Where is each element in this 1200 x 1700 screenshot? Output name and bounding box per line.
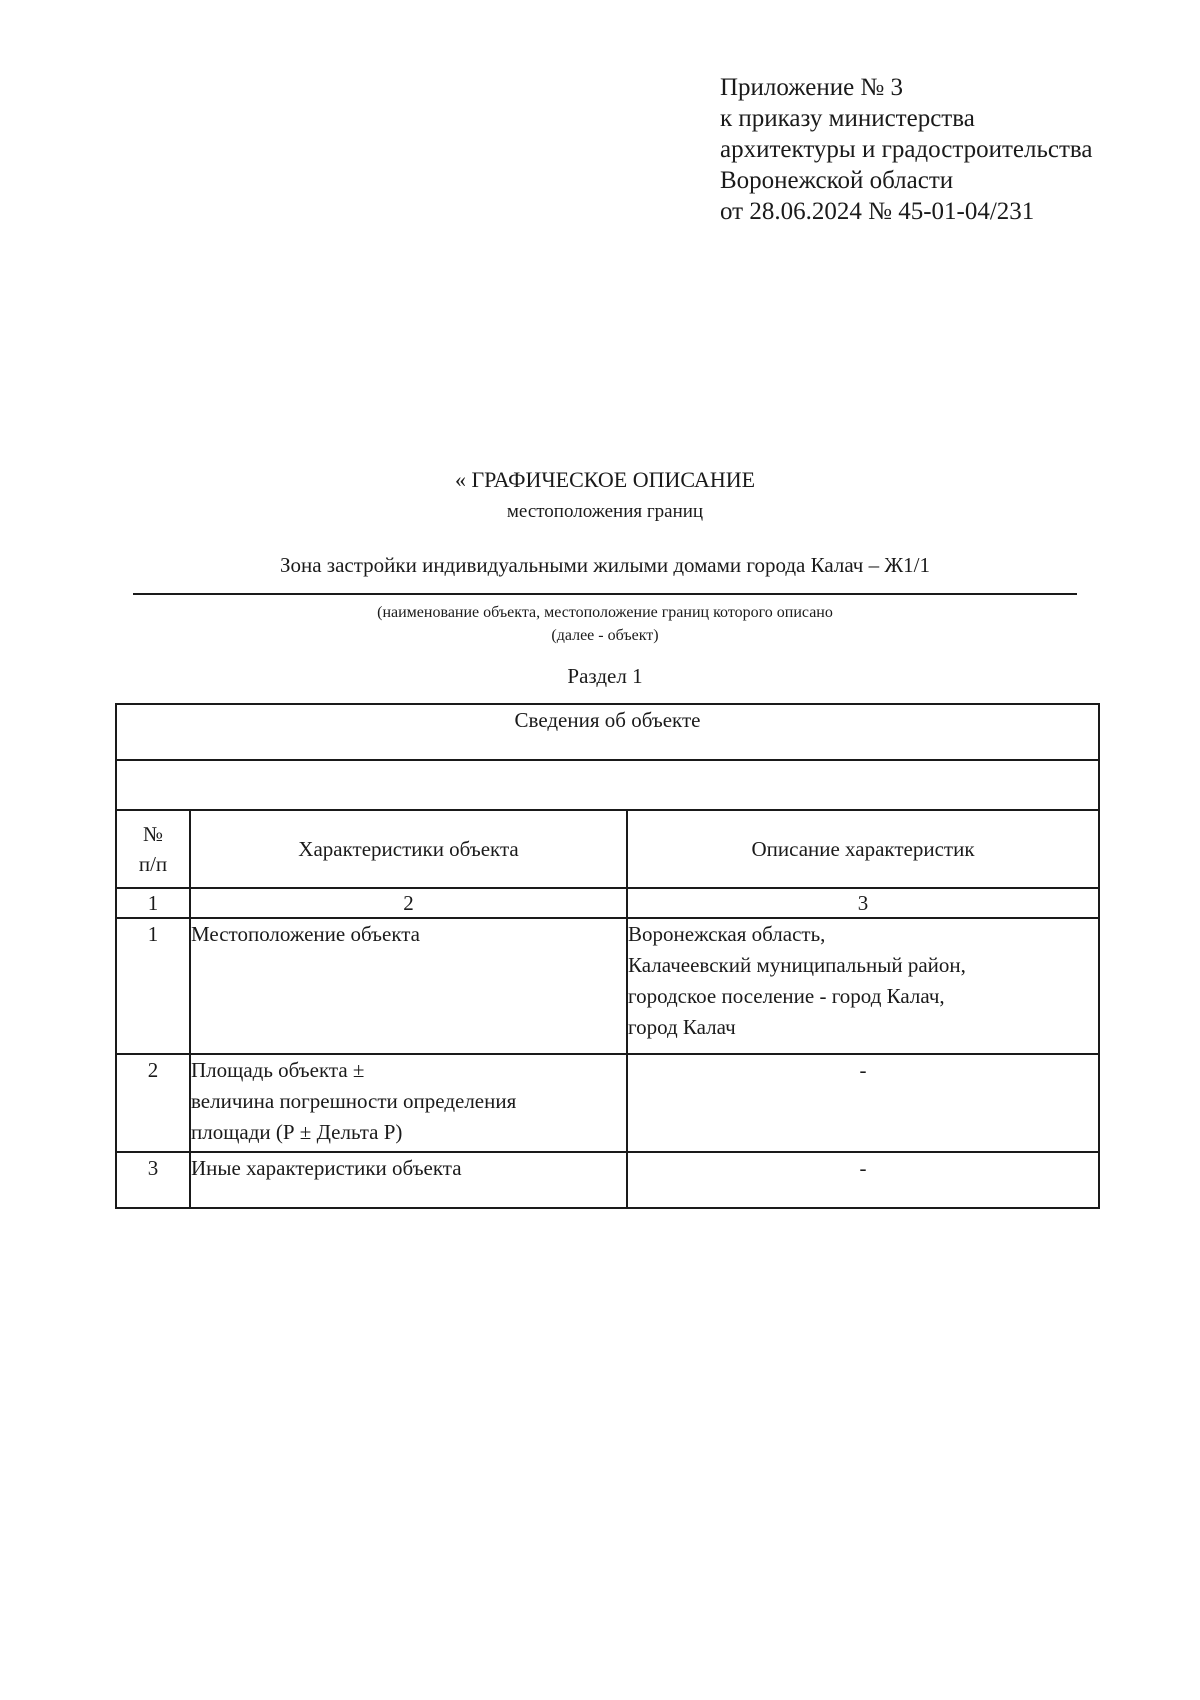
header-num-line: п/п bbox=[138, 852, 168, 876]
appendix-line: Приложение № 3 bbox=[720, 74, 904, 101]
object-name-underline bbox=[133, 593, 1077, 595]
row-number: 1 bbox=[116, 918, 190, 1054]
characteristic-line: Местоположение объекта bbox=[191, 922, 421, 946]
appendix-header bbox=[720, 72, 1092, 227]
row-description bbox=[627, 918, 1099, 1054]
table-caption-row bbox=[116, 704, 1099, 760]
header-num-line: № bbox=[142, 822, 164, 846]
characteristic-line: Иные характеристики объекта bbox=[191, 1156, 462, 1180]
table-row bbox=[116, 1152, 1099, 1208]
object-info-table bbox=[115, 703, 1100, 1209]
table-caption: Сведения об объекте bbox=[116, 704, 1099, 760]
appendix-line: архитектуры и градостроительства bbox=[720, 136, 1093, 163]
table-empty-row bbox=[116, 760, 1099, 810]
row-characteristic bbox=[190, 1054, 627, 1152]
table-row bbox=[116, 1054, 1099, 1152]
row-description: - bbox=[627, 1152, 1099, 1208]
document-subtitle: местоположения границ bbox=[506, 501, 704, 522]
description-line: город Калач bbox=[628, 1015, 736, 1039]
header-description: Описание характеристик bbox=[627, 810, 1099, 888]
characteristic-line: Площадь объекта ± bbox=[191, 1058, 365, 1082]
section-label: Раздел 1 bbox=[567, 664, 643, 688]
row-characteristic bbox=[190, 1152, 627, 1208]
appendix-line: от 28.06.2024 № 45-01-04/231 bbox=[720, 198, 1035, 225]
object-name-caption bbox=[0, 601, 1200, 647]
table-index-row bbox=[116, 888, 1099, 918]
header-characteristic: Характеристики объекта bbox=[190, 810, 627, 888]
characteristic-line: величина погрешности определения bbox=[191, 1089, 517, 1113]
row-number: 2 bbox=[116, 1054, 190, 1152]
table-empty-cell bbox=[116, 760, 1099, 810]
caption-line: (наименование объекта, местоположение границ которого описано bbox=[377, 604, 833, 621]
table-row bbox=[116, 918, 1099, 1054]
table-header-row bbox=[116, 810, 1099, 888]
document-title: « ГРАФИЧЕСКОЕ ОПИСАНИЕ bbox=[454, 467, 756, 492]
appendix-line: Воронежской области bbox=[720, 167, 954, 194]
row-number: 3 bbox=[116, 1152, 190, 1208]
characteristic-line: площади (Р ± Дельта Р) bbox=[191, 1120, 403, 1144]
index-cell: 1 bbox=[116, 888, 190, 918]
header-num bbox=[116, 810, 190, 888]
description-line: Воронежская область, bbox=[628, 922, 826, 946]
object-name: Зона застройки индивидуальными жилыми домами города Калач – Ж1/1 bbox=[279, 553, 931, 577]
index-cell: 3 bbox=[627, 888, 1099, 918]
appendix-line: к приказу министерства bbox=[720, 105, 975, 132]
description-line: Калачеевский муниципальный район, bbox=[628, 953, 966, 977]
description-line: городское поселение - город Калач, bbox=[628, 984, 945, 1008]
row-characteristic bbox=[190, 918, 627, 1054]
row-description: - bbox=[627, 1054, 1099, 1152]
caption-line: (далее - объект) bbox=[551, 627, 659, 644]
index-cell: 2 bbox=[190, 888, 627, 918]
